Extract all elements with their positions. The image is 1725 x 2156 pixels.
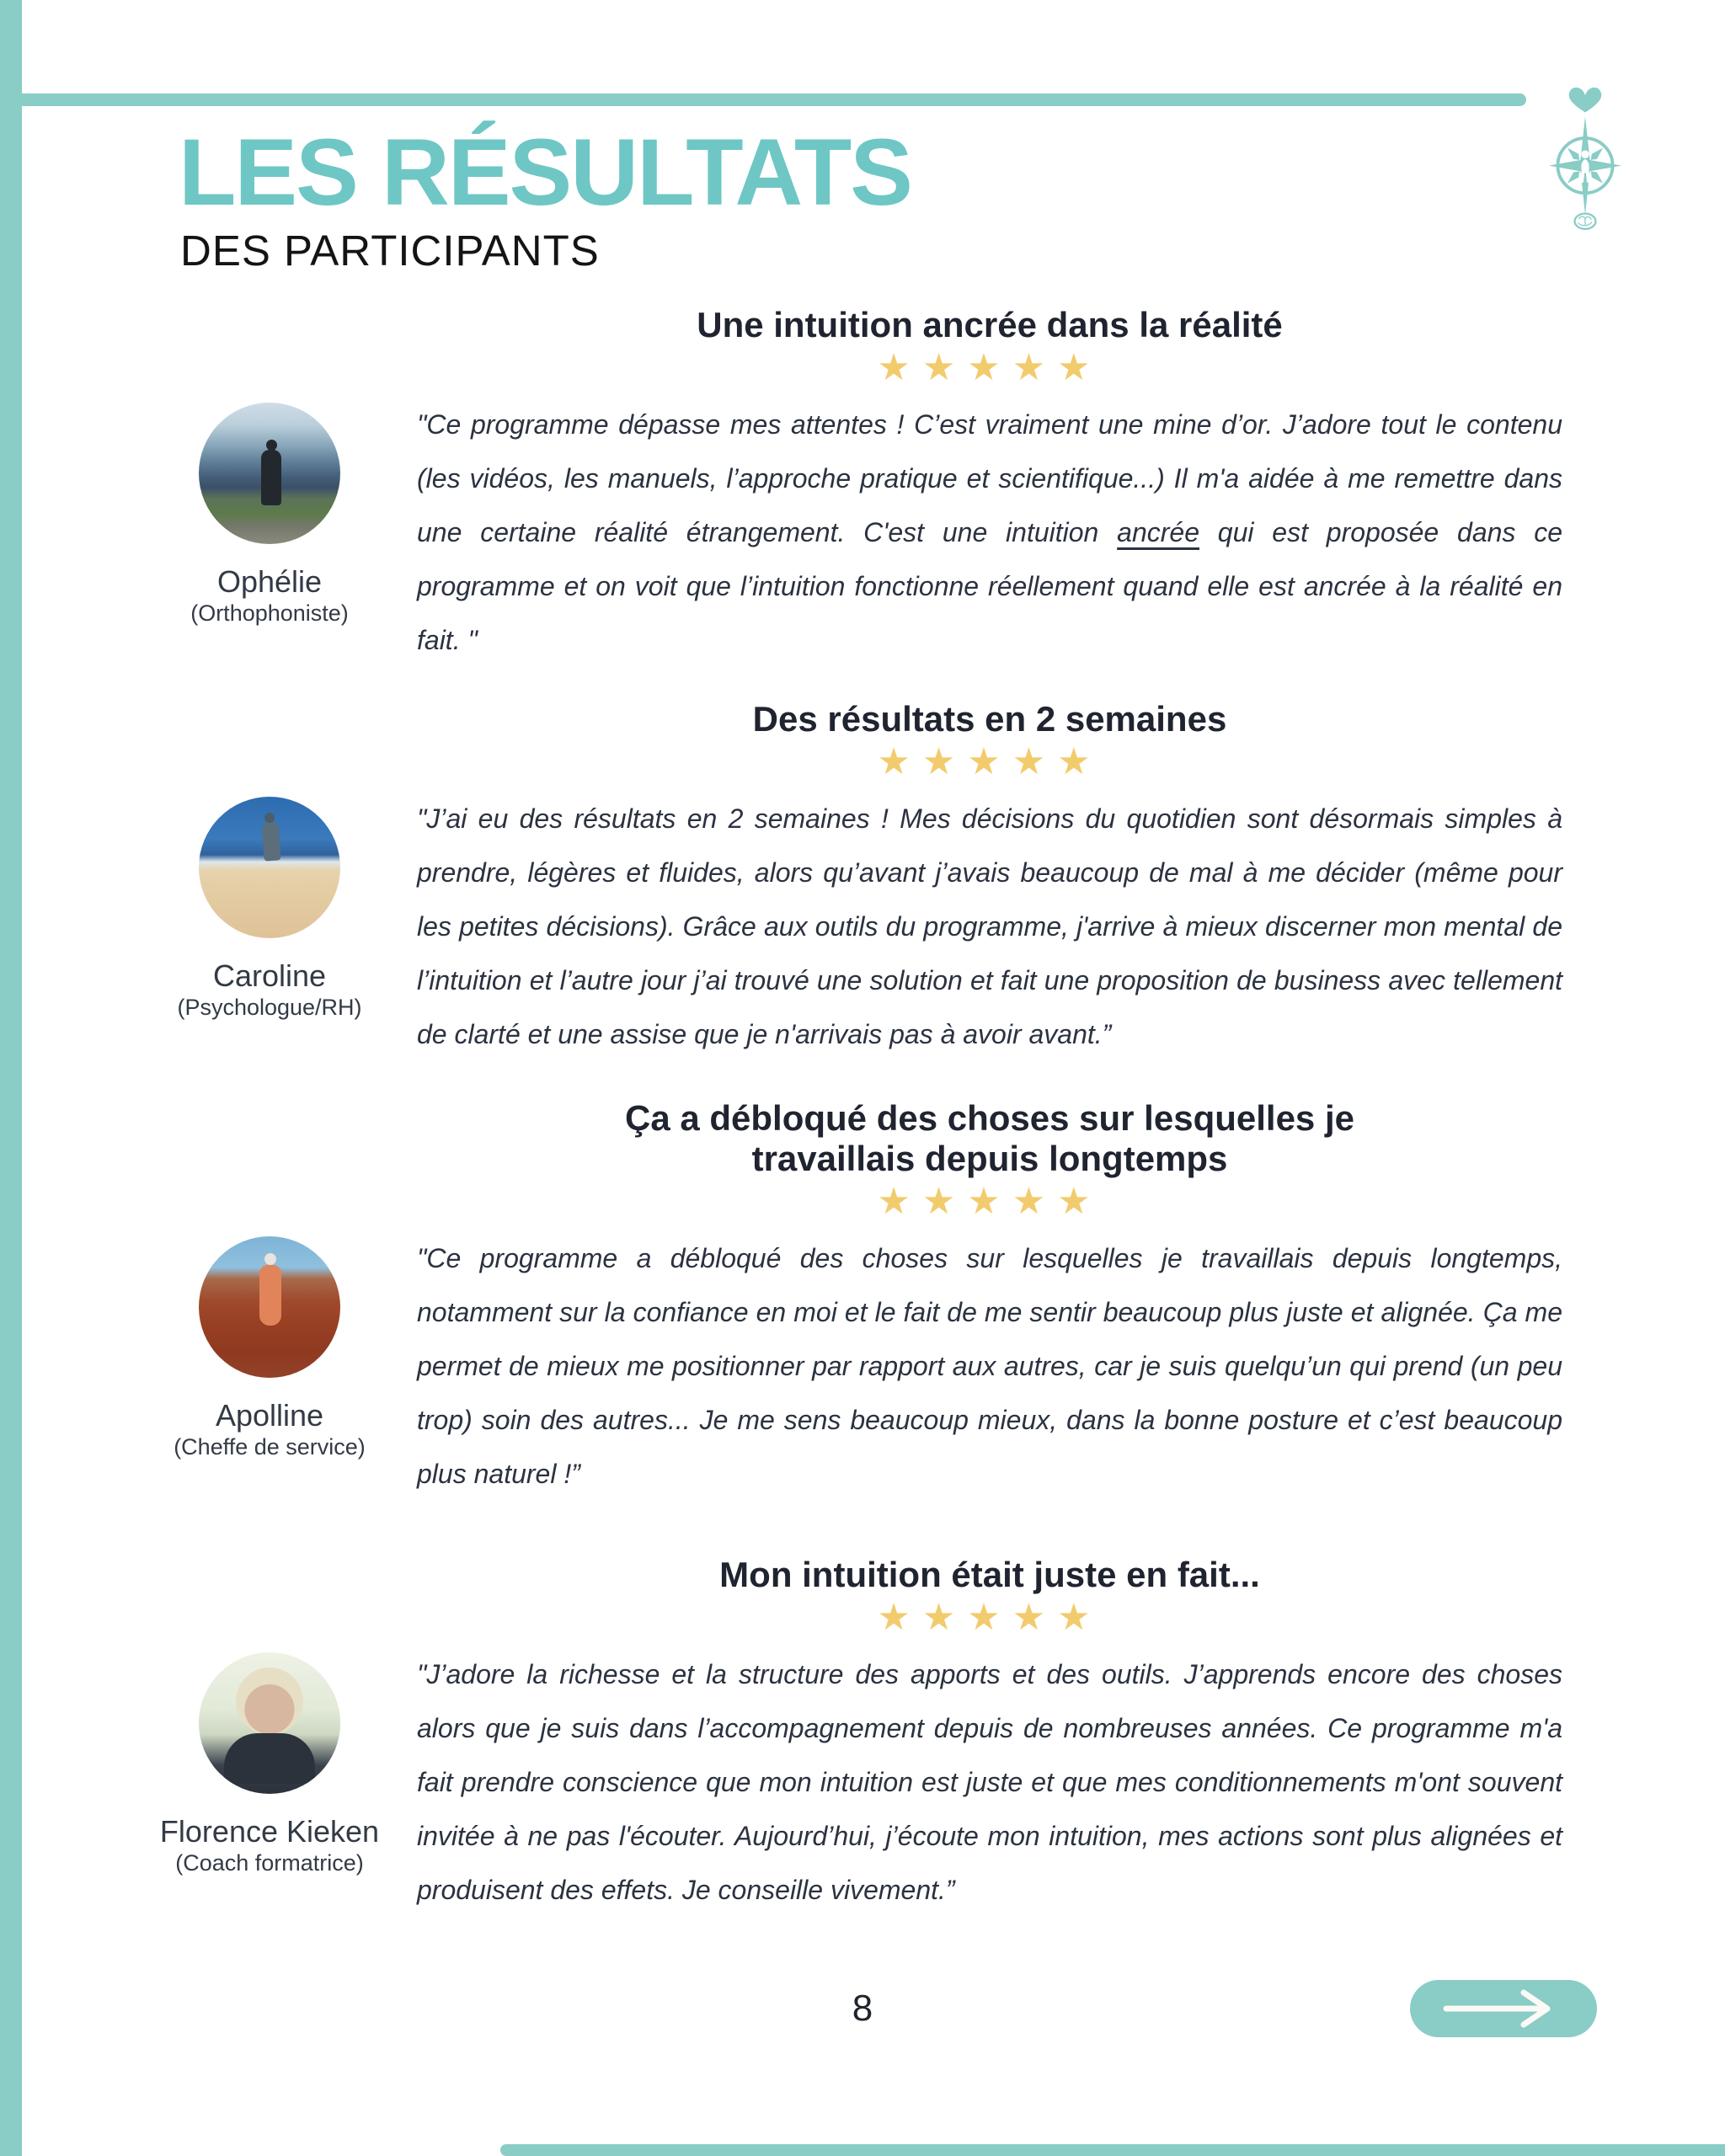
testimonial-title: Ça a débloqué des choses sur lesquelles je travaillais depuis longtemps <box>624 1098 1354 1178</box>
star-rating-icons: ★★★★★ <box>877 347 1103 388</box>
quote-text: "Ce programme dépasse mes attentes ! C’est vraiment une mine d’or. J’adore tout le contenu (les vidéos, les manuels, l’approche pratique et scientifique...) Il m'a aidée à me remettre dans une certaine réalité étrangement. C'est une intuition <box>417 409 1562 547</box>
star-rating-icons: ★★★★★ <box>877 1597 1103 1638</box>
participant-name: Florence Kieken <box>159 1814 380 1849</box>
avatar-photo <box>199 403 340 544</box>
testimonial-quote <box>417 398 1562 667</box>
participant-role: (Coach formatrice) <box>175 1850 364 1876</box>
avatar-photo <box>199 1652 340 1794</box>
testimonial-title: Une intuition ancrée dans la réalité <box>697 305 1283 344</box>
star-rating-icons: ★★★★★ <box>877 741 1103 782</box>
participant-name: Ophélie <box>216 564 323 599</box>
participant-role: (Psychologue/RH) <box>177 995 362 1020</box>
testimonial-quote: "Ce programme a débloqué des choses sur lesquelles je travaillais depuis longtemps, notamment sur la confiance en moi et le fait de me sentir beaucoup plus juste et alignée. Ça me permet de mieux me positionner par rapport aux autres, car je suis quelqu’un qui prend (un peu trop) soin des autres... Je me sens beaucoup mieux, dans la bonne posture et c’est beaucoup plus naturel !” <box>417 1243 1562 1489</box>
testimonial-card <box>156 1098 1725 1501</box>
quote-text: qui est proposée dans ce programme et on voit que l’intuition fonctionne réellement quand elle est ancrée à la réalité en fait. " <box>417 517 1563 655</box>
person-silhouette <box>261 450 281 505</box>
person-silhouette <box>261 821 280 861</box>
testimonial-quote: "J’adore la richesse et la structure des apports et des outils. J’apprends encore des choses alors que je suis dans l’accompagnement depuis de nombreuses années. Ce programme m'a fait prendre conscience que mon intuition est juste et que mes conditionnements m'ont souvent invitée à ne pas l'écouter. Aujourd’hui, j’écoute mon intuition, mes actions sont plus alignées et produisent des effets. Je conseille vivement.” <box>417 1659 1562 1905</box>
person-silhouette <box>236 1668 303 1735</box>
star-rating-icons: ★★★★★ <box>877 1181 1103 1222</box>
next-page-button[interactable] <box>1410 1980 1597 2037</box>
participant-role: (Cheffe de service) <box>174 1434 366 1460</box>
bottom-accent-bar <box>500 2144 1725 2156</box>
participant-name: Apolline <box>215 1398 324 1433</box>
participant-role: (Orthophoniste) <box>190 600 349 626</box>
quote-underlined-word: ancrée <box>1117 517 1199 547</box>
testimonial-card <box>156 699 1725 1061</box>
testimonial-card <box>156 1555 1725 1917</box>
page-number: 8 <box>852 1988 873 2029</box>
arrow-right-icon <box>1410 1980 1597 2037</box>
testimonial-quote: "J’ai eu des résultats en 2 semaines ! Mes décisions du quotidien sont désormais simples à prendre, légères et fluides, alors qu’avant j’avais beaucoup de mal à me décider (même pour les petites décisions). Grâce aux outils du programme, j'arrive à mieux discerner mon mental de l’intuition et l’autre jour j’ai trouvé une solution et fait une proposition de business avec tellement de clarté et une assise que je n'arrivais pas à avoir avant.” <box>417 803 1562 1049</box>
page-title: LES RÉSULTATS <box>179 120 911 225</box>
participant-name: Caroline <box>212 958 327 993</box>
avatar-photo <box>199 1236 340 1378</box>
testimonial-title: Des résultats en 2 semaines <box>752 699 1227 739</box>
avatar-photo <box>199 797 340 938</box>
person-silhouette <box>259 1265 281 1326</box>
testimonial-title: Mon intuition était juste en fait... <box>719 1555 1260 1594</box>
testimonial-card <box>156 305 1725 667</box>
page-subtitle: DES PARTICIPANTS <box>180 227 600 275</box>
